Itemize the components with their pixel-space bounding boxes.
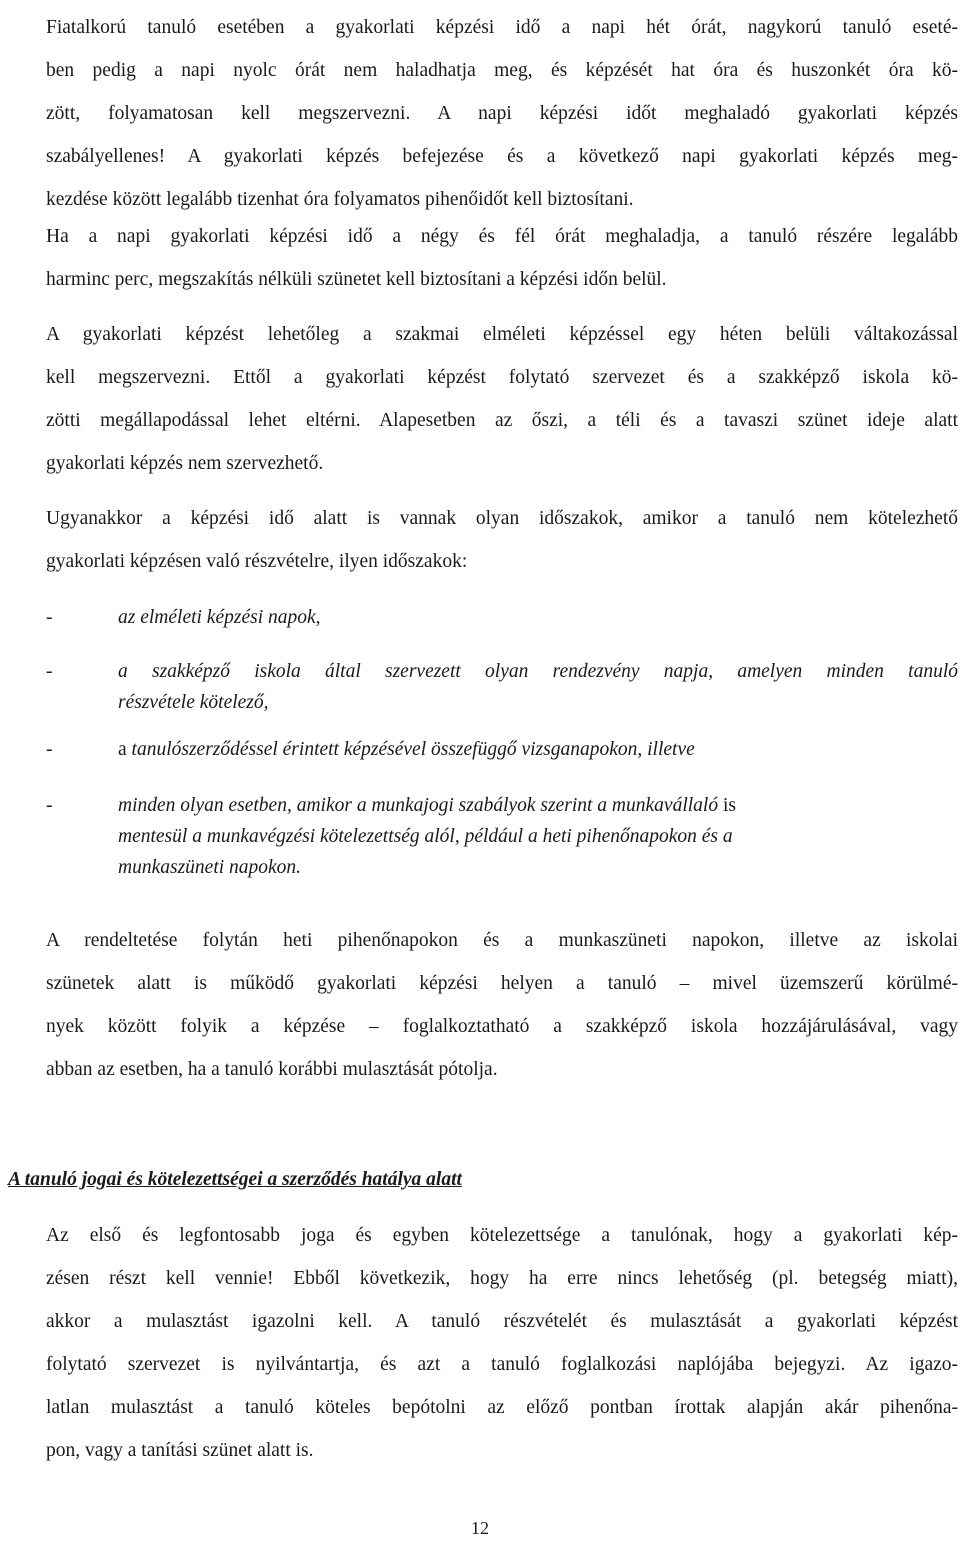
text-line: szünetek alatt is működő gyakorlati képzési helyen a tanuló – mivel üzemszerű körülmé- bbox=[46, 973, 958, 994]
text-line: az elméleti képzési napok, bbox=[118, 607, 321, 628]
text-line: munkaszüneti napokon. bbox=[118, 857, 302, 878]
text-line: harminc perc, megszakítás nélküli szünetet kell biztosítani a képzési időn belül. bbox=[46, 269, 667, 290]
paragraph-break-time bbox=[46, 215, 958, 301]
text-line bbox=[118, 790, 958, 821]
paragraph-working-hours bbox=[46, 6, 958, 221]
text-line: nyek között folyik a képzése – foglalkoztatható a szakképző iskola hozzájárulásával, vagy bbox=[46, 1016, 958, 1037]
text-line: a szakképző iskola által szervezett olyan rendezvény napja, amelyen minden tanuló bbox=[118, 661, 958, 682]
paragraph-scheduling bbox=[46, 313, 958, 485]
paragraph-student-rights bbox=[46, 1214, 958, 1472]
text-plain: is bbox=[718, 795, 736, 816]
text-line: abban az esetben, ha a tanuló korábbi mulasztását pótolja. bbox=[46, 1059, 498, 1080]
text-plain: a bbox=[118, 739, 132, 760]
text-line: Ha a napi gyakorlati képzési idő a négy és fél órát meghaladja, a tanuló részére legalább bbox=[46, 226, 958, 247]
text-line: ben pedig a napi nyolc órát nem haladhatja meg, és képzését hat óra és huszonkét óra kö- bbox=[46, 60, 958, 81]
text-line: zötti megállapodással lehet eltérni. Alapesetben az őszi, a téli és a tavaszi szünet ideje alatt bbox=[46, 410, 958, 431]
text-line: folytató szervezet is nyilvántartja, és azt a tanuló foglalkozási naplójába bejegyzi. Az igazo- bbox=[46, 1354, 958, 1375]
text-line: Az első és legfontosabb joga és egyben kötelezettsége a tanulónak, hogy a gyakorlati kép- bbox=[46, 1225, 958, 1246]
section-heading: A tanuló jogai és kötelezettségei a szerződés hatálya alatt bbox=[8, 1169, 462, 1190]
list-dash: - bbox=[46, 739, 53, 760]
text-line: latlan mulasztást a tanuló köteles bepótolni az előző pontban írottak alapján akár pihenőna- bbox=[46, 1397, 958, 1418]
text-line: A gyakorlati képzést lehetőleg a szakmai elméleti képzéssel egy héten belüli váltakozással bbox=[46, 324, 958, 345]
paragraph-exemptions-intro bbox=[46, 497, 958, 583]
text-line: akkor a mulasztást igazolni kell. A tanuló részvételét és mulasztását a gyakorlati képzést bbox=[46, 1311, 958, 1332]
text-italic: tanulószerződéssel érintett képzésével összefüggő vizsganapokon, illetve bbox=[131, 739, 695, 760]
list-dash: - bbox=[46, 607, 53, 628]
text-line: Ugyanakkor a képzési idő alatt is vannak olyan időszakok, amikor a tanuló nem kötelezhető bbox=[46, 508, 958, 529]
text-line: gyakorlati képzésen való részvételre, ilyen időszakok: bbox=[46, 551, 468, 572]
text-line: gyakorlati képzés nem szervezhető. bbox=[46, 453, 324, 474]
list-dash: - bbox=[46, 661, 53, 682]
text-line: részvétele kötelező, bbox=[118, 692, 269, 713]
list-dash: - bbox=[46, 795, 53, 816]
page-number: 12 bbox=[471, 1518, 489, 1538]
text-line: Fiatalkorú tanuló esetében a gyakorlati képzési idő a napi hét órát, nagykorú tanuló eseté- bbox=[46, 17, 958, 38]
text-line bbox=[118, 734, 958, 765]
text-line: kezdése között legalább tizenhat óra folyamatos pihenőidőt kell biztosítani. bbox=[46, 189, 634, 210]
text-line: pon, vagy a tanítási szünet alatt is. bbox=[46, 1440, 314, 1461]
text-line: mentesül a munkavégzési kötelezettség alól, például a heti pihenőnapokon és a bbox=[118, 826, 733, 847]
text-line: kell megszervezni. Ettől a gyakorlati képzést folytató szervezet és a szakképző iskola kö- bbox=[46, 367, 958, 388]
text-line: A rendeltetése folytán heti pihenőnapokon és a munkaszüneti napokon, illetve az iskolai bbox=[46, 930, 958, 951]
text-line: szabályellenes! A gyakorlati képzés befejezése és a következő napi gyakorlati képzés meg- bbox=[46, 146, 958, 167]
text-line: zött, folyamatosan kell megszervezni. A napi képzési időt meghaladó gyakorlati képzés bbox=[46, 103, 958, 124]
text-italic: minden olyan esetben, amikor a munkajogi szabályok szerint a munkavállaló bbox=[118, 795, 719, 816]
paragraph-holiday-training bbox=[46, 919, 958, 1091]
text-line: zésen részt kell vennie! Ebből következik, hogy ha erre nincs lehetőség (pl. betegség miatt), bbox=[46, 1268, 958, 1289]
